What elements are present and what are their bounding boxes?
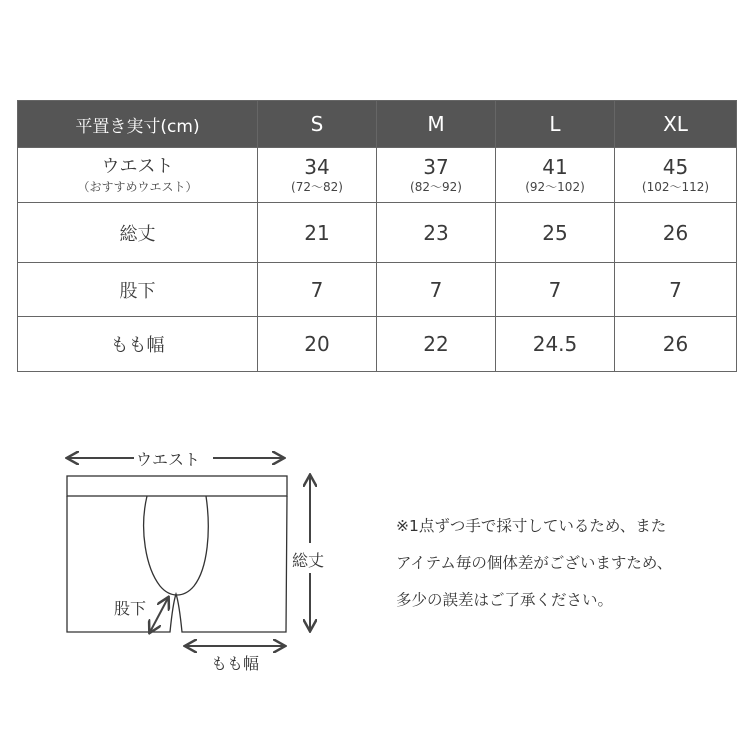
diagram-waist-label: ウエスト	[136, 447, 200, 470]
header-size-m: M	[377, 101, 496, 148]
inseam-value-l: 7	[496, 263, 615, 317]
row-label-thigh-width: もも幅	[18, 317, 258, 372]
note-line-1: ※1点ずつ手で採寸しているため、また	[396, 517, 667, 535]
total-length-value-m: 23	[377, 203, 496, 263]
diagram-total-length-label: 総丈	[292, 548, 324, 571]
waist-range-l: (92〜102)	[525, 180, 585, 194]
thigh-width-value-xl: 26	[615, 317, 737, 372]
waist-value-s: 34	[304, 155, 330, 179]
waist-range-xl: (102〜112)	[641, 180, 710, 194]
inseam-value-s: 7	[258, 263, 377, 317]
header-size-l: L	[496, 101, 615, 148]
thigh-width-value-s: 20	[258, 317, 377, 372]
diagram-inseam-label: 股下	[114, 599, 147, 618]
total-length-value-xl: 26	[615, 203, 737, 263]
total-length-value-s: 21	[258, 203, 377, 263]
diagram-thigh-width-label: もも幅	[211, 654, 260, 673]
waist-value-l: 41	[542, 155, 568, 179]
waist-value-m: 37	[423, 155, 449, 179]
header-measure-label: 平置き実寸(cm)	[18, 101, 258, 148]
front-pouch-shape	[144, 496, 209, 595]
waist-range-m: (82〜92)	[410, 180, 462, 194]
waist-value-xl: 45	[662, 155, 689, 179]
row-label-inseam: 股下	[18, 263, 258, 317]
inseam-value-m: 7	[377, 263, 496, 317]
waist-range-s: (72〜82)	[291, 180, 343, 194]
boxer-brief-outline	[67, 476, 287, 632]
note-line-2: アイテム毎の個体差がございますため、	[396, 554, 673, 572]
inseam-value-xl: 7	[615, 263, 737, 317]
thigh-width-value-l: 24.5	[496, 317, 615, 372]
total-length-value-l: 25	[496, 203, 615, 263]
waistband-shape	[67, 476, 287, 496]
header-size-s: S	[258, 101, 377, 148]
row-label-total-length: 総丈	[18, 203, 258, 263]
measurement-note	[396, 508, 672, 619]
waist-sublabel: （おすすめウエスト）	[77, 180, 198, 194]
thigh-width-value-m: 22	[377, 317, 496, 372]
note-line-3: 多少の誤差はご了承ください。	[396, 591, 614, 609]
waist-label: ウエスト	[101, 156, 174, 177]
header-size-xl: XL	[615, 101, 737, 148]
inseam-arrow	[150, 598, 168, 632]
leg-body-shape	[67, 496, 287, 632]
